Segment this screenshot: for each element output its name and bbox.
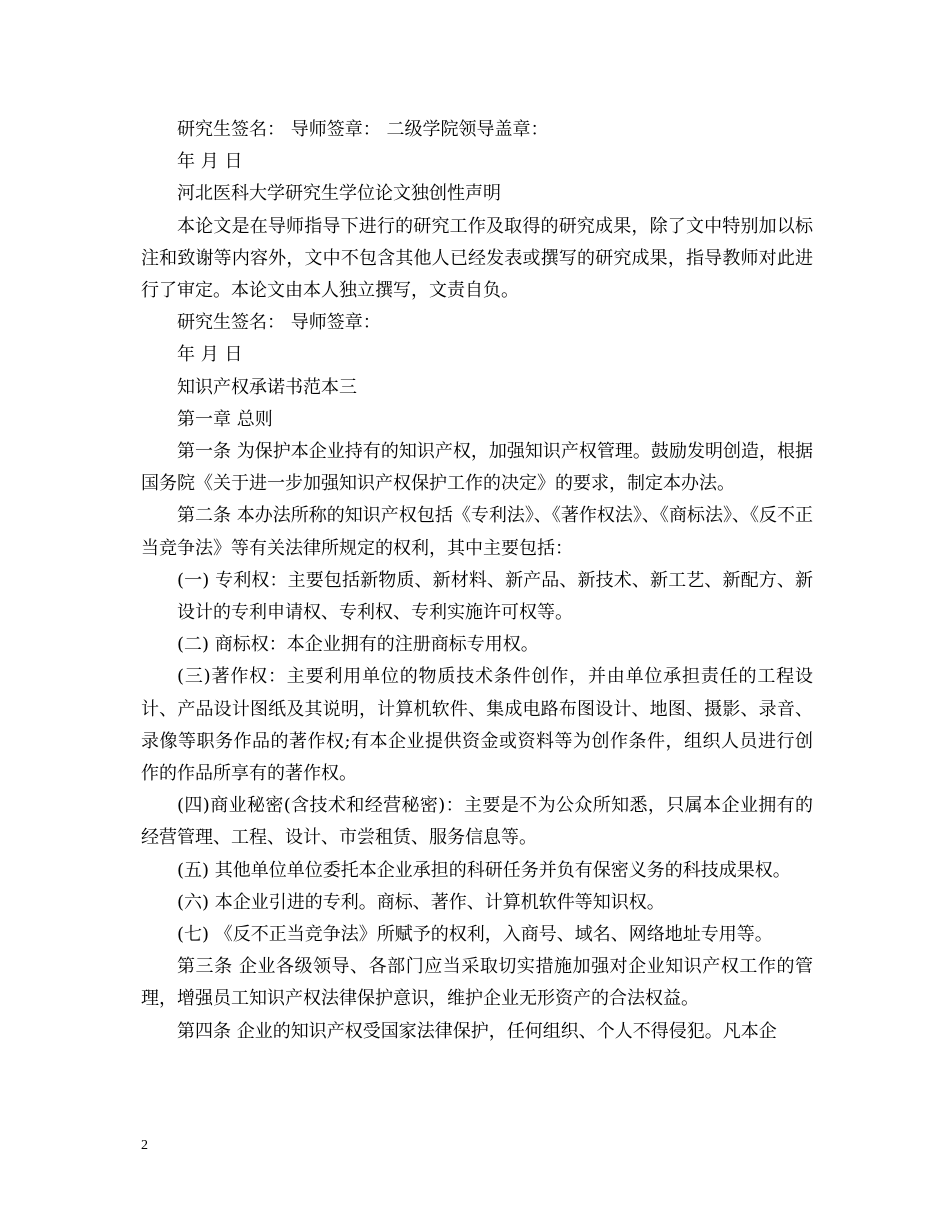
document-body	[141, 114, 813, 1048]
declaration-title: 河北医科大学研究生学位论文独创性声明	[177, 183, 501, 205]
item-6-imported: (六) 本企业引进的专利。商标、著作、计算机软件等知识权。	[177, 891, 665, 913]
item-7-competition: (七) 《反不正当竞争法》所赋予的权利，入商号、域名、网络地址专用等。	[177, 924, 773, 946]
date-line-1: 年 月 日	[177, 151, 243, 173]
article-4: 第四条 企业的知识产权受国家法律保护，任何组织、个人不得侵犯。凡本企	[177, 1020, 777, 1042]
item-4-trade-secret: (四)商业秘密(含技术和经营秘密)：主要是不为公众所知悉，只属本企业拥有的经营管理、工程、设计、市尝租赁、服务信息等。	[141, 795, 813, 849]
signature-line-1: 研究生签名： 导师签章： 二级学院领导盖章：	[177, 119, 549, 140]
date-line-2: 年 月 日	[177, 344, 243, 366]
item-5-research: (五) 其他单位单位委托本企业承担的科研任务并负有保密义务的科技成果权。	[177, 859, 791, 881]
item-1-patent: (一) 专利权：主要包括新物质、新材料、新产品、新技术、新工艺、新配方、新设计的专利申请权、专利权、专利实施许可权等。	[177, 569, 813, 624]
page-number: 2	[141, 1138, 148, 1153]
declaration-text: 本论文是在导师指导下进行的研究工作及取得的研究成果，除了文中特别加以标注和致谢等内容外，文中不包含其他人已经发表或撰写的研究成果，指导教师对此进行了审定。本论文由本人独立撰写，文责自负。	[141, 215, 813, 302]
item-2-trademark: (二) 商标权：本企业拥有的注册商标专用权。	[177, 634, 539, 656]
signature-line-2: 研究生签名： 导师签章：	[177, 312, 381, 334]
article-3: 第三条 企业各级领导、各部门应当采取切实措施加强对企业知识产权工作的管理，增强员工知识产权法律保护意识，维护企业无形资产的合法权益。	[141, 956, 813, 1010]
article-1: 第一条 为保护本企业持有的知识产权，加强知识产权管理。鼓励发明创造，根据国务院《关于进一步加强知识产权保护工作的决定》的要求，制定本办法。	[141, 441, 813, 495]
chapter-heading: 第一章 总则	[177, 408, 273, 430]
commitment-title: 知识产权承诺书范本三	[177, 376, 357, 398]
item-3-copyright: (三)著作权：主要利用单位的物质技术条件创作，并由单位承担责任的工程设计、产品设计图纸及其说明，计算机软件、集成电路布图设计、地图、摄影、录音、录像等职务作品的著作权;有本企业提供资金或资料等为创作条件，组织人员进行创作的作品所享有的著作权。	[141, 666, 813, 785]
article-2: 第二条 本办法所称的知识产权包括《专利法》、《著作权法》、《商标法》、《反不正当竞争法》等有关法律所规定的权利，其中主要包括：	[141, 505, 813, 559]
